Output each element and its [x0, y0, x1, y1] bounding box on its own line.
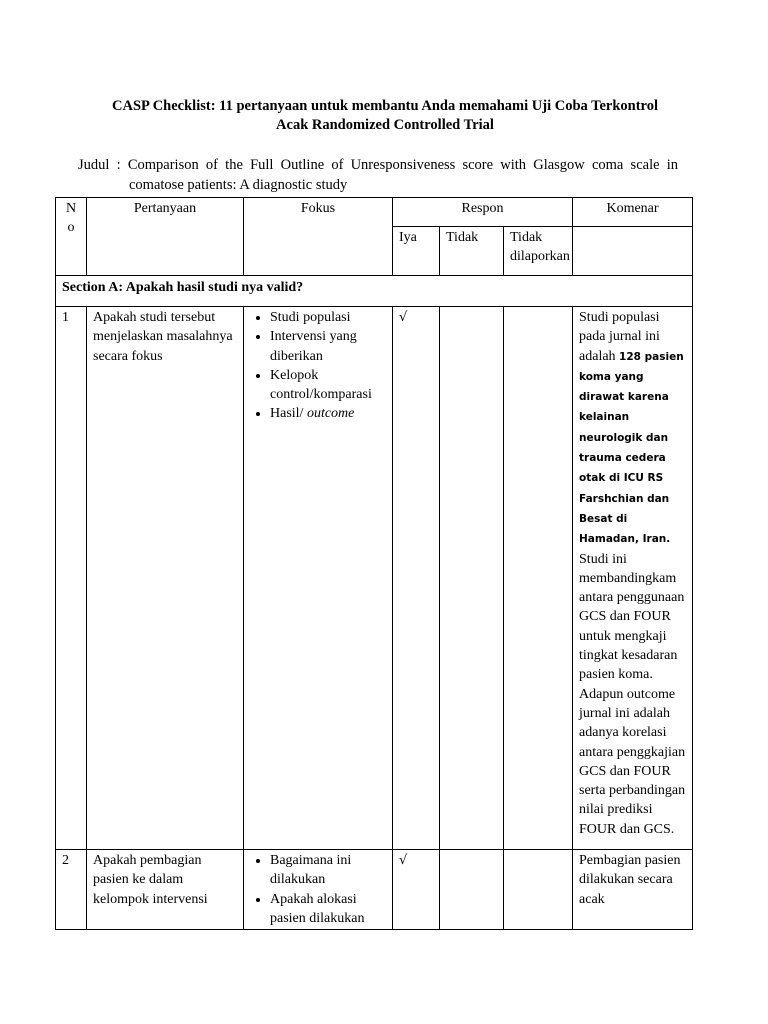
header-iya: Iya	[393, 227, 440, 276]
list-item: • Intervensi yang diberikan	[270, 327, 386, 366]
outcome-italic: outcome	[306, 406, 355, 422]
row-tidak	[440, 850, 504, 930]
row-tidak	[440, 307, 504, 850]
row-tidak-dilaporkan	[504, 850, 573, 930]
fokus-list	[250, 308, 386, 424]
header-row-1	[56, 198, 693, 227]
header-tidak: Tidak	[440, 227, 504, 276]
study-title-line1: Judul : Comparison of the Full Outline of Unresponsiveness score with Glasgow coma scale in	[78, 157, 678, 173]
header-no: N o	[56, 198, 87, 276]
list-item: • Bagaimana ini dilakukan	[270, 851, 386, 890]
row-fokus	[244, 850, 393, 930]
section-row	[56, 276, 693, 307]
table-row	[56, 307, 693, 850]
row-pertanyaan: Apakah pembagian pasien ke dalam kelompok intervensi	[87, 850, 244, 930]
header-komenar: Komenar	[573, 198, 693, 227]
row-komentar: Pembagian pasien dilakukan secara acak	[573, 850, 693, 930]
title-rest: 11 pertanyaan untuk membantu Anda memahami Uji Coba Terkontrol	[219, 98, 658, 114]
casp-table	[55, 197, 693, 930]
document-title	[60, 97, 710, 135]
row-komentar: Studi populasi pada jurnal ini adalah 128 pasien koma yang dirawat karena kelainan neurologik dan trauma cedera otak di ICU RS Farshchian dan Besat di Hamadan, Iran. Studi ini membandingkam antara penggunaan GCS dan FOUR untuk mengkaji tingkat kesadaran pasien koma. Adapun outcome jurnal ini adalah adanya korelasi antara penggkajian GCS dan FOUR serta perbandingan nilai prediksi FOUR dan GCS.	[573, 307, 693, 850]
list-item: • Apakah alokasi pasien dilakukan	[270, 890, 386, 929]
row-no: 2	[56, 850, 87, 930]
header-fokus: Fokus	[244, 198, 393, 276]
list-item: • Kelopok control/komparasi	[270, 366, 386, 405]
title-line2: Acak Randomized Controlled Trial	[276, 117, 494, 133]
header-tidak-dilaporkan: Tidak dilaporkan	[504, 227, 573, 276]
list-item: • Hasil/ outcome	[270, 404, 386, 423]
study-title-line2: comatose patients: A diagnostic study	[129, 177, 348, 193]
header-respon: Respon	[393, 198, 573, 227]
row-iya-check: √	[393, 850, 440, 930]
header-pertanyaan: Pertanyaan	[87, 198, 244, 276]
title-prefix: CASP Checklist:	[112, 98, 220, 114]
study-title	[78, 155, 678, 195]
list-item: • Studi populasi	[270, 308, 386, 327]
komentar-highlight: 128 pasien koma yang dirawat karena kelainan neurologik dan trauma cedera otak di ICU RS Farshchian dan Besat di Hamadan, Iran.	[579, 350, 684, 546]
row-no: 1	[56, 307, 87, 850]
fokus-list	[250, 851, 386, 928]
table-row	[56, 850, 693, 930]
row-iya-check: √	[393, 307, 440, 850]
header-komenar-blank	[573, 227, 693, 276]
row-pertanyaan: Apakah studi tersebut menjelaskan masalahnya secara fokus	[87, 307, 244, 850]
row-tidak-dilaporkan	[504, 307, 573, 850]
section-a-heading: Section A: Apakah hasil studi nya valid?	[56, 276, 693, 307]
row-fokus	[244, 307, 393, 850]
